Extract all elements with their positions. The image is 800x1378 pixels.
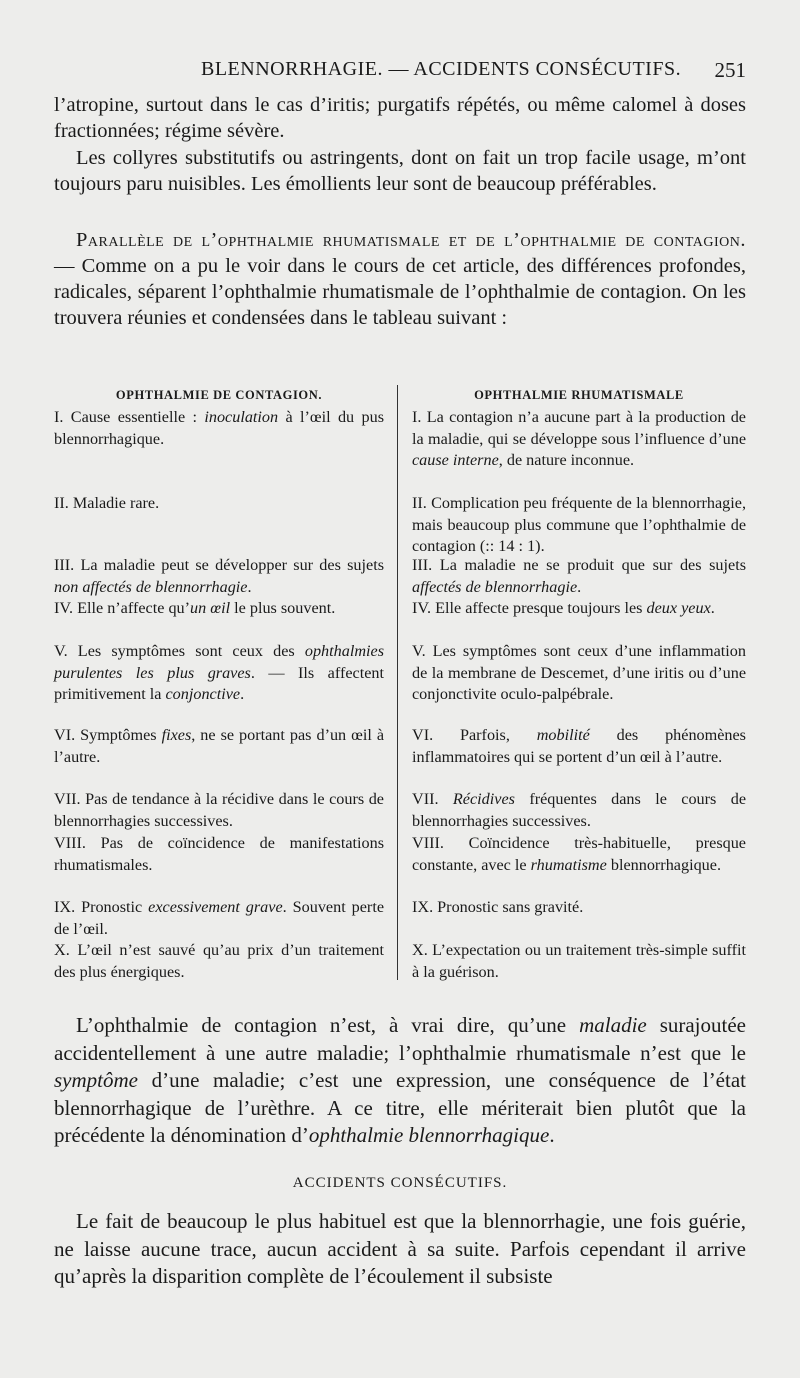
right-item-9: IX. Pronostic sans gravité. (412, 898, 584, 916)
paragraph-2-text: Les collyres substitutifs ou astringents, dont on fait un trop facile usage, m’ont toujours paru nuisibles. Les émollients leur sont de beaucoup préférables. (54, 147, 746, 195)
right-item-1: I. La contagion n’a aucune part à la production de la maladie, qui se développe sous l’influence d’une cause interne, de nature inconnue. (412, 408, 746, 469)
paragraph-5 (54, 1208, 746, 1291)
left-item-9: IX. Pronostic excessivement grave. Souvent perte de l’œil. (54, 898, 385, 938)
right-item-2: II. Complication peu fréquente de la blennorrhagie, mais beaucoup plus commune que l’ophthalmie de contagion (:: 14 : 1). (412, 494, 746, 555)
right-column-header: OPHTHALMIE RHUMATISMALE (474, 388, 684, 402)
page-number: 251 (714, 58, 746, 82)
right-item-3: III. La maladie ne se produit que sur des sujets affectés de blennorrhagie. (412, 556, 746, 596)
left-item-3: III. La maladie peut se développer sur des sujets non affectés de blennorrhagie. (54, 556, 384, 596)
left-column-header: OPHTHALMIE DE CONTAGION. (115, 388, 323, 402)
section-heading: ACCIDENTS CONSÉCUTIFS. (292, 1175, 508, 1191)
right-item-4: IV. Elle affecte presque toujours les deux yeux. (412, 599, 715, 617)
left-item-10: X. L’œil n’est sauvé qu’au prix d’un traitement des plus énergiques. (54, 941, 384, 981)
left-item-2: II. Maladie rare. (54, 494, 160, 512)
right-item-5: V. Les symptômes sont ceux d’une inflammation de la membrane de Descemet, d’une iritis ou d’une conjonctivite oculo-palpébrale. (412, 642, 746, 703)
header-title: BLENNORRHAGIE. — ACCIDENTS CONSÉCUTIFS. (201, 58, 682, 80)
paragraph-1 (54, 92, 746, 144)
column-divider (397, 385, 398, 980)
left-item-1: I. Cause essentielle : inoculation à l’œil du pus blennorrhagique. (54, 408, 385, 448)
left-item-7: VII. Pas de tendance à la récidive dans le cours de blennorrhagies successives. (54, 790, 384, 830)
left-item-8: VIII. Pas de coïncidence de manifestations rhumatismales. (54, 834, 384, 874)
paragraph-3-heading: Parallèle de l’ophthalmie rhumatismale et de l’ophthalmie de contagion. (76, 229, 746, 251)
right-item-8: VIII. Coïncidence très-habituelle, presque constante, avec le rhumatisme blennorrhagique. (412, 834, 746, 874)
paragraph-1-text: l’atropine, surtout dans le cas d’iritis; purgatifs répétés, ou même calomel à doses fractionnées; régime sévère. (54, 94, 746, 142)
right-item-6: VI. Parfois, mobilité des phénomènes inflammatoires qui se portent d’un œil à l’autre. (412, 726, 746, 766)
left-item-5: V. Les symptômes sont ceux des ophthalmies purulentes les plus graves. — Ils affectent primitivement la conjonctive. (54, 642, 384, 703)
paragraph-2 (54, 145, 746, 197)
comparison-table (52, 385, 748, 985)
left-item-4: IV. Elle n’affecte qu’un œil le plus souvent. (54, 599, 336, 617)
table-right-column (412, 385, 746, 981)
left-item-6: VI. Symptômes fixes, ne se portant pas d’un œil à l’autre. (54, 726, 385, 766)
running-header (56, 58, 746, 86)
right-item-7: VII. Récidives fréquentes dans le cours de blennorrhagies successives. (412, 790, 746, 830)
paragraph-4-text: L’ophthalmie de contagion n’est, à vrai dire, qu’une maladie surajoutée accidentellement à une autre maladie; l’ophthalmie rhumatismale n’est que le symptôme d’une maladie; c’est une expression, une conséquence de l’état blennorrhagique de l’urèthre. A ce titre, elle mériterait bien plutôt que la précédente la dénomination d’ophthalmie blennorrhagique. (54, 1013, 746, 1147)
paragraph-5-text: Le fait de beaucoup le plus habituel est que la blennorrhagie, une fois guérie, ne laisse aucune trace, aucun accident à sa suite. Parfois cependant il arrive qu’après la disparition complète de l’écoulement il subsiste (54, 1209, 746, 1288)
table-left-column (54, 385, 385, 981)
paragraph-3-text: — Comme on a pu le voir dans le cours de cet article, des différences profondes, radicales, séparent l’ophthalmie rhumatismale de l’ophthalmie de contagion. On les trouvera réunies et condensées dans le tableau suivant : (54, 255, 746, 329)
right-item-10: X. L’expectation ou un traitement très-simple suffit à la guérison. (412, 941, 746, 981)
paragraph-4 (54, 1012, 746, 1150)
paragraph-3 (54, 227, 746, 331)
